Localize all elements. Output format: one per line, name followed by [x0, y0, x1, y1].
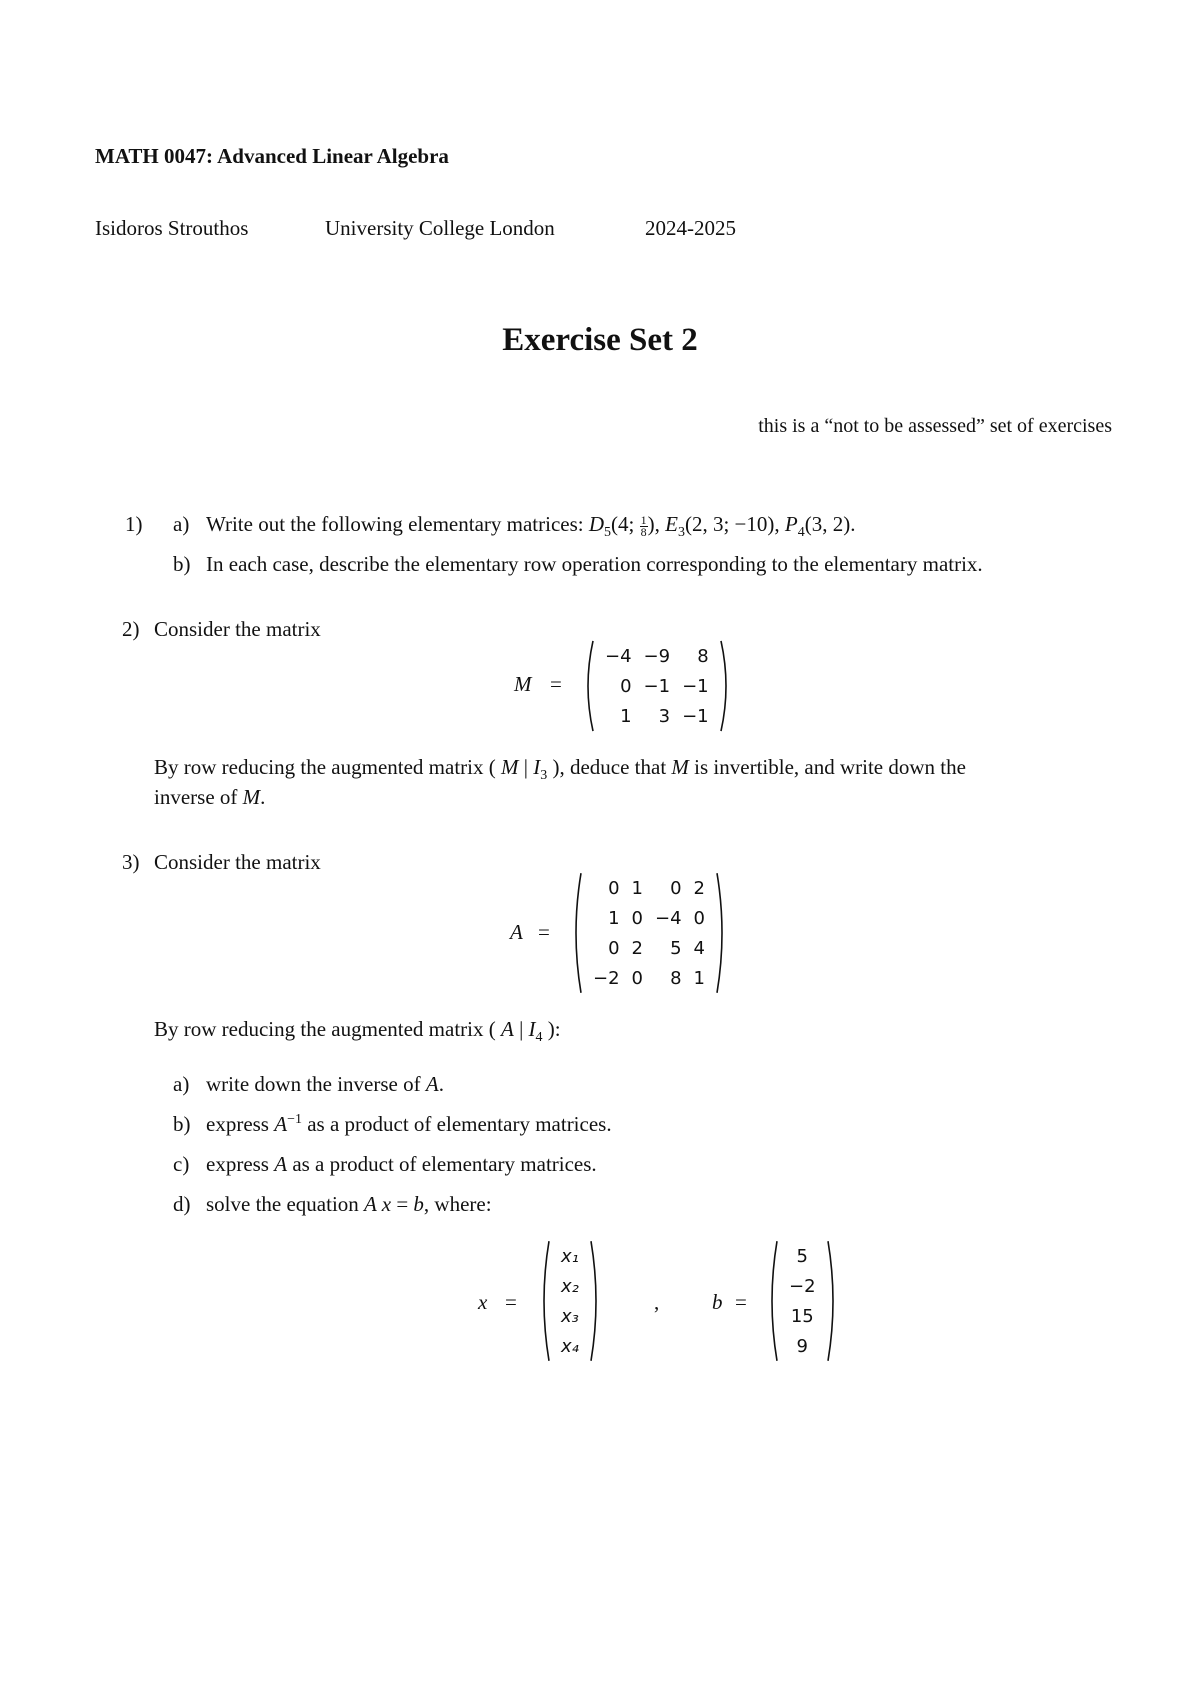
matrix-a-cell: 1 [631, 878, 643, 899]
vector-b-cell: −2 [789, 1276, 816, 1297]
question-3d-label: d) [173, 1192, 191, 1216]
matrix-a-cell: 0 [631, 908, 643, 929]
matrix-a-cell: 0 [670, 878, 682, 899]
matrix-a-cell: 4 [693, 938, 705, 959]
equals-sign: = [538, 920, 550, 944]
right-paren [589, 1240, 602, 1362]
question-1a-label: a) [173, 512, 190, 536]
question-2-intro: Consider the matrix [154, 617, 321, 641]
question-1a-intro: Write out the following elementary matrices: [206, 512, 584, 536]
question-3a-label: a) [173, 1072, 190, 1096]
question-3b-text: express $A^{-1}$ as a product of elementary matrices. [206, 1112, 612, 1136]
matrix-a-cell: 5 [670, 938, 682, 959]
comma-separator: , [654, 1290, 660, 1314]
matrix-m-cell: −4 [605, 646, 632, 667]
equals-sign: = [505, 1290, 517, 1314]
right-paren [826, 1240, 839, 1362]
question-3-intro: Consider the matrix [154, 850, 321, 874]
page-subtitle: this is a “not to be assessed” set of exercises [758, 415, 1112, 437]
question-1b-label: b) [173, 552, 191, 576]
institution-name: University College London [325, 216, 555, 240]
question-3c-text: express A as a product of elementary matrices. [206, 1152, 597, 1176]
matrix-a-cell: 0 [631, 968, 643, 989]
question-1b-text: In each case, describe the elementary row operation corresponding to the elementary matrix. [206, 552, 983, 576]
vector-b-cell: 5 [796, 1246, 808, 1267]
left-paren [538, 1240, 551, 1362]
matrix-a-cell: 2 [693, 878, 705, 899]
equals-sign: = [550, 672, 562, 696]
fraction: $\frac{1}{8}$ [640, 512, 647, 539]
right-paren [719, 640, 732, 732]
vector-x-cell: x₃ [561, 1306, 579, 1327]
matrix-a-label: A [510, 920, 523, 944]
matrix-m-cell: −9 [643, 646, 671, 667]
right-paren [715, 872, 728, 994]
matrix-m-cell: −1 [682, 676, 709, 697]
matrix-m-cell: 0 [620, 676, 632, 697]
equals-sign: = [735, 1290, 747, 1314]
vector-b-cell: 9 [796, 1336, 808, 1357]
left-paren [570, 872, 583, 994]
vector-b-label: b [712, 1290, 723, 1314]
matrix-a-cell: 1 [693, 968, 705, 989]
matrix-a-cell: 2 [631, 938, 643, 959]
vector-x-cell: x₁ [561, 1246, 579, 1267]
question-2-text-cont: inverse of M. [154, 785, 266, 809]
vector-x [538, 1240, 602, 1362]
question-1a-text: Write out the following elementary matrices: $D_5(4$; $\frac{1}{8}$ ), $E_3(2$, 3; −10), $P_4(3$, 2). [206, 512, 856, 541]
matrix-m-cell: −1 [643, 676, 671, 697]
vector-b [766, 1240, 839, 1362]
matrix-a-cell: 0 [693, 908, 705, 929]
matrix-a-cell: 8 [670, 968, 682, 989]
matrix-a-cell: −4 [655, 908, 682, 929]
matrix-m-cell: 3 [658, 706, 671, 727]
question-3-text: By row reducing the augmented matrix ( A | $I_4$ ): [154, 1017, 561, 1046]
matrix-m [582, 640, 732, 732]
vector-x-label: x [478, 1290, 488, 1314]
matrix-a [570, 872, 728, 994]
matrix-a-cell: 1 [608, 908, 620, 929]
question-1-number: 1) [125, 512, 143, 536]
vector-x-cell: x₂ [561, 1276, 579, 1297]
vector-b-cell: 15 [790, 1306, 814, 1327]
question-2-text: By row reducing the augmented matrix ( M | $I_3$ ), deduce that M is invertible, and write down the [154, 755, 966, 784]
matrix-a-cell: 0 [608, 938, 620, 959]
matrix-a-cell: −2 [593, 968, 620, 989]
question-3d-text: solve the equation A x = b, where: [206, 1192, 492, 1216]
question-3c-label: c) [173, 1152, 190, 1176]
matrix-m-cell: 1 [620, 706, 632, 727]
question-3b-label: b) [173, 1112, 191, 1136]
academic-year: 2024-2025 [645, 216, 736, 240]
course-title: MATH 0047: Advanced Linear Algebra [95, 144, 449, 168]
matrix-m-cell: 8 [697, 646, 709, 667]
question-2-number: 2) [122, 617, 140, 641]
left-paren [766, 1240, 779, 1362]
matrix-a-cell: 0 [608, 878, 620, 899]
question-3-number: 3) [122, 850, 140, 874]
page-title: Exercise Set 2 [502, 322, 698, 358]
matrix-m-label: M [514, 672, 532, 696]
vector-x-cell: x₄ [561, 1336, 579, 1357]
question-3a-text: write down the inverse of A. [206, 1072, 444, 1096]
author-name: Isidoros Strouthos [95, 216, 249, 240]
left-paren [582, 640, 595, 732]
matrix-m-cell: −1 [682, 706, 709, 727]
